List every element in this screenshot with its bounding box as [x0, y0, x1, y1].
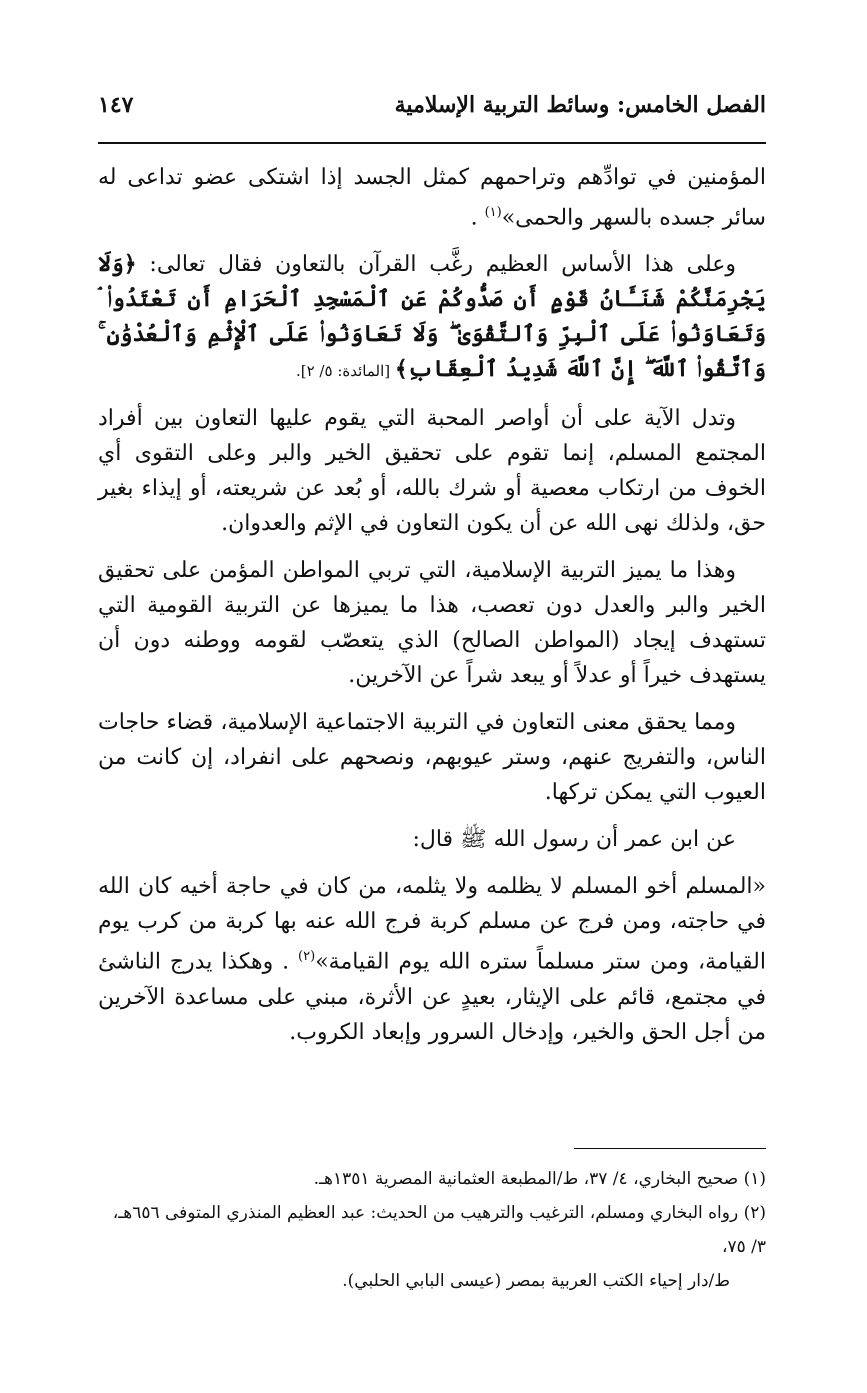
footnote-1: (١) صحيح البخاري، ٤/ ٣٧، ط/المطبعة العثمانية المصرية ١٣٥١هـ.: [313, 1169, 766, 1189]
paragraph-7-end: . وهكذا يدرج الناشئ في مجتمع، قائم على الإيثار، بعيدٍ عن الأثرة، مبني على مساعدة الآخرين من أجل الحق والخير، وإدخال السرور وإبعاد الكروب.: [98, 949, 766, 1045]
paragraph-7: [98, 869, 766, 1049]
paragraph-1-text: المؤمنين في توادِّهم وتراحمهم كمثل الجسد إذا اشتكى عضو تداعى له سائر جسده بالسهر والحمى»: [98, 165, 766, 231]
quran-verse: ﴿وَلَا يَجْرِمَنَّكُمْ شَنَـَٔانُ قَوْمٍ أَن صَدُّوكُمْ عَنِ ٱلْمَسْجِدِ ٱلْحَرَامِ أَن تَعْتَدُوا۟ ۘ وَتَعَاوَنُوا۟ عَلَى ٱلْبِرِّ وَٱلتَّقْوَىٰ ۖ وَلَا تَعَاوَنُوا۟ عَلَى ٱلْإِثْمِ وَٱلْعُدْوَٰنِ ۚ وَٱتَّقُوا۟ ٱللَّهَ ۖ إِنَّ ٱللَّهَ شَدِيدُ ٱلْعِقَابِ﴾: [98, 251, 766, 383]
paragraph-1: [98, 160, 766, 235]
page-header: [98, 86, 766, 126]
paragraph-1-end: .: [470, 205, 485, 231]
paragraph-2-intro: وعلى هذا الأساس العظيم رغَّب القرآن بالتعاون فقال تعالى:: [136, 252, 736, 278]
footnote-ref-2: (٢): [298, 949, 316, 965]
chapter-title: الفصل الخامس: وسائط التربية الإسلامية: [394, 92, 766, 118]
footnote-rule: [574, 1148, 766, 1149]
page-body: [98, 160, 766, 1062]
footnotes: [98, 1162, 766, 1298]
paragraph-2: [98, 247, 766, 389]
header-rule: [98, 142, 766, 144]
paragraph-3: وتدل الآية على أن أواصر المحبة التي يقوم عليها التعاون بين أفراد المجتمع المسلم، إنما تقوم على تحقيق الخير والبر وعلى التقوى أي الخوف من ارتكاب معصية أو شرك بالله، أو بُعد عن شريعته، أو إيذاء بغير حق، ولذلك نهى الله عن أن يكون التعاون في الإثم والعدوان.: [98, 406, 766, 537]
page-number: ١٤٧: [98, 92, 134, 118]
paragraph-4: وهذا ما يميز التربية الإسلامية، التي تربي المواطن المؤمن على تحقيق الخير والبر والعدل دون تعصب، هذا ما يميزها عن التربية القومية التي تستهدف إيجاد (المواطن الصالح) الذي يتعصّب لقومه ووطنه دون أن يستهدف خيراً أو عدلاً أو يبعد شراً عن الآخرين.: [98, 558, 766, 689]
hadith-text: «المسلم أخو المسلم لا يظلمه ولا يثلمه، من كان في حاجة أخيه كان الله في حاجته، ومن فرج عن مسلم كربة فرج الله عنه بها كربة من كرب يوم القيامة، ومن ستر مسلماً ستره الله يوم القيامة»: [98, 874, 766, 975]
paragraph-6: عن ابن عمر أن رسول الله ﷺ قال:: [412, 827, 736, 853]
verse-source: [المائدة: ٥/ ٢].: [295, 362, 395, 381]
paragraph-5: ومما يحقق معنى التعاون في التربية الاجتماعية الإسلامية، قضاء حاجات الناس، والتفريج عنهم، وستر عيوبهم، ونصحهم على انفراد، إن كانت من العيوب التي يمكن تركها.: [98, 710, 766, 806]
footnote-2-continuation: ط/دار إحياء الكتب العربية بمصر (عيسى البابي الحلبي).: [342, 1271, 730, 1291]
footnote-2: (٢) رواه البخاري ومسلم، الترغيب والترهيب من الحديث: عبد العظيم المنذري المتوفى ٦٥٦هـ، ٣/ ٧٥،: [112, 1203, 766, 1257]
footnote-ref-1: (١): [484, 205, 502, 220]
